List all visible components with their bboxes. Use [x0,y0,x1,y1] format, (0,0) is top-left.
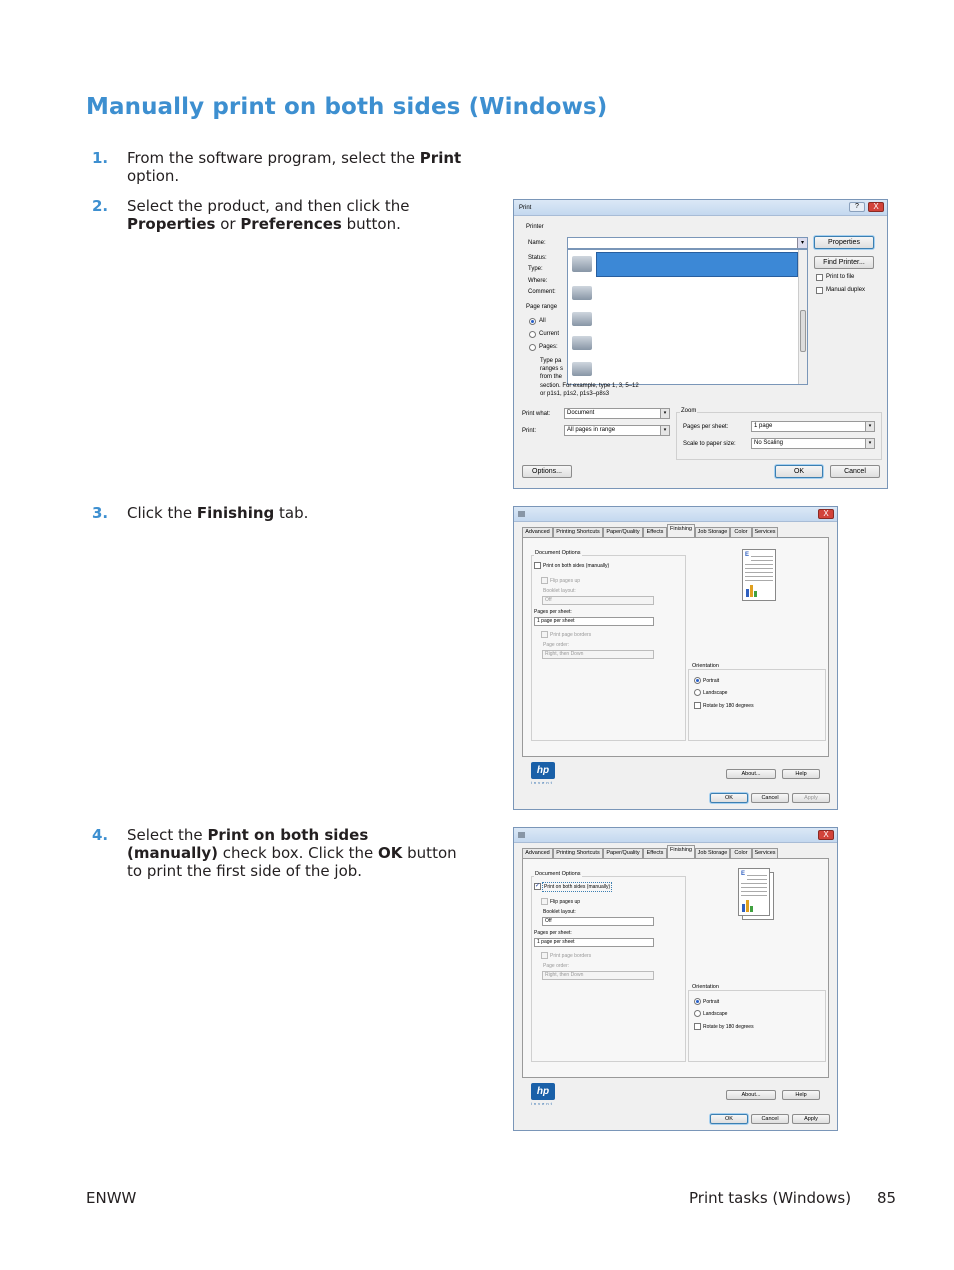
print-dialog [513,199,888,489]
pages-per-sheet-value: 1 page per sheet [537,939,575,945]
portrait-label: Portrait [703,999,720,1005]
booklet-layout-label: Booklet layout: [543,909,576,915]
hp-logo: hp [531,762,555,779]
step-bold: Preferences [240,215,342,233]
both-sides-checkbox[interactable] [534,562,541,569]
page-range-hint: or p1s1, p1s2, p1s3–p8s3 [540,391,610,397]
apply-button[interactable]: Apply [792,1114,830,1124]
print-what-label: Print what: [522,411,551,417]
step-text [127,826,457,880]
current-radio[interactable] [529,331,536,338]
step-bold: Print [419,149,462,167]
rotate-checkbox[interactable] [694,1023,701,1030]
step-text [127,504,467,522]
help-button[interactable]: Help [782,769,820,779]
print-what-value: Document [567,410,595,416]
page-borders-label: Print page borders [550,953,592,959]
all-radio[interactable] [529,318,536,325]
preview-line [751,560,773,561]
preview-bar [750,906,753,912]
hp-invent-text: invent [531,780,554,785]
printer-icon [572,362,592,376]
step-bold: OK [378,844,403,862]
page-number: 85 [877,1189,897,1207]
page-order-value: Right, then Down [545,651,584,657]
chevron-down-icon[interactable]: ▾ [660,426,669,435]
booklet-layout-select[interactable] [542,917,654,926]
pages-radio[interactable] [529,344,536,351]
tab-finishing[interactable]: Finishing [667,845,695,858]
pages-per-sheet-select[interactable] [534,617,654,626]
pages-per-sheet-label: Pages per sheet: [683,424,729,430]
step-text-part: or [215,215,241,233]
ok-button[interactable]: OK [775,465,823,478]
print-to-file-label: Print to file [826,274,855,280]
orientation-label: Orientation [692,984,719,990]
title-bar [514,828,837,843]
printer-list-selected-item[interactable] [596,252,798,277]
close-button[interactable]: X [818,509,834,519]
step-text [127,149,467,185]
page-borders-checkbox[interactable] [541,631,548,638]
about-button[interactable]: About... [726,1090,776,1100]
page-preview [742,549,776,601]
close-button[interactable]: X [818,830,834,840]
step-text [127,197,467,233]
both-sides-label: Print on both sides (manually) [544,884,611,890]
step-text-part: button. [341,215,401,233]
document-options-label: Document Options [535,550,581,556]
preview-line [745,572,773,573]
preview-bar [750,585,753,597]
both-sides-checkbox[interactable]: ✓ [535,883,541,889]
preview-letter: E [745,552,750,558]
options-button[interactable]: Options... [522,465,572,478]
tab-job-storage[interactable]: Job Storage [695,848,730,858]
page-order-label: Page order: [543,963,570,969]
all-label: All [539,318,546,324]
chevron-down-icon[interactable]: ▾ [660,409,669,418]
preview-line [751,556,773,557]
flip-pages-label: Flip pages up [550,578,581,584]
portrait-label: Portrait [703,678,720,684]
booklet-layout-value: Off [545,597,552,603]
page-borders-checkbox[interactable] [541,952,548,959]
preview-bar [754,591,757,597]
tab-color[interactable]: Color [730,527,752,537]
tab-printing-shortcuts[interactable]: Printing Shortcuts [553,527,603,537]
tab-advanced[interactable]: Advanced [522,527,553,537]
preview-line [741,887,767,888]
name-label: Name: [528,240,546,246]
chevron-down-icon[interactable]: ▾ [797,238,807,248]
ok-button[interactable]: OK [710,1114,748,1124]
tab-services[interactable]: Services [752,527,778,537]
printer-list[interactable] [567,249,808,385]
tab-advanced[interactable]: Advanced [522,848,553,858]
zoom-group [676,412,882,460]
page-order-select[interactable] [542,650,654,659]
printer-icon [572,336,592,350]
preview-line [741,883,767,884]
help-button[interactable]: ? [849,202,865,212]
step-text-part: option. [127,167,180,185]
apply-button[interactable]: Apply [792,793,830,803]
page-borders-label: Print page borders [550,632,592,638]
chevron-down-icon[interactable]: ▾ [865,422,874,431]
current-label: Current [539,331,560,337]
printer-group-label: Printer [526,224,544,230]
cancel-button[interactable]: Cancel [830,465,880,478]
manual-duplex-label: Manual duplex [826,287,866,293]
step-number: 3. [92,504,109,522]
flip-pages-checkbox[interactable] [541,577,548,584]
footer-left: ENWW [86,1189,137,1207]
preview-line [741,891,767,892]
printer-icon [572,286,592,300]
print-what-select[interactable] [564,408,670,419]
preview-line [745,568,773,569]
scale-select[interactable] [751,438,875,449]
step-bold: Properties [127,215,216,233]
pages-per-sheet-select[interactable] [751,421,875,432]
dialog-title: Print [519,205,532,211]
portrait-radio[interactable] [694,998,701,1005]
step-text-part: tab. [274,504,309,522]
pages-per-sheet-value: 1 page [754,423,773,429]
printer-icon [518,832,525,838]
landscape-label: Landscape [703,1011,728,1017]
close-button[interactable]: X [868,202,884,212]
both-sides-label: Print on both sides (manually) [543,563,610,569]
print-label: Print: [522,428,537,434]
step-bold: Print on both sides (manually) [127,826,369,862]
page-order-select[interactable] [542,971,654,980]
step-number: 2. [92,197,109,215]
pages-label: Pages: [539,344,558,350]
tab-job-storage[interactable]: Job Storage [695,527,730,537]
preview-line [741,895,767,896]
print-to-file-checkbox[interactable] [816,274,823,281]
page-range-hint: Type pa [540,358,562,364]
step-text-part: Click the [127,504,197,522]
cancel-button[interactable]: Cancel [751,793,789,803]
tab-printing-shortcuts[interactable]: Printing Shortcuts [553,848,603,858]
tab-services[interactable]: Services [752,848,778,858]
tab-finishing[interactable]: Finishing [667,524,695,537]
step-number: 4. [92,826,109,844]
rotate-label: Rotate by 180 degrees [703,703,754,709]
step-bold: Finishing [196,504,275,522]
scrollbar-thumb[interactable] [800,310,806,352]
preview-line [747,875,767,876]
tab-effects[interactable]: Effects [643,848,667,858]
cancel-button[interactable]: Cancel [751,1114,789,1124]
manual-duplex-checkbox[interactable] [816,287,823,294]
printer-icon [518,511,525,517]
properties-dialog-finishing [513,506,838,810]
about-button[interactable]: About... [726,769,776,779]
printer-icon [572,312,592,326]
page-range-hint: from the [540,374,563,380]
pages-per-sheet-label: Pages per sheet: [534,930,572,936]
page-range-hint: section. For example, type 1, 3, 5–12 [540,383,639,389]
step-text-part: check box. Click the [218,844,379,862]
tab-color[interactable]: Color [730,848,752,858]
printer-name-dropdown[interactable] [567,237,808,249]
flip-pages-checkbox[interactable] [541,898,548,905]
step-number: 1. [92,149,109,167]
booklet-layout-select[interactable] [542,596,654,605]
orientation-label: Orientation [692,663,719,669]
preview-line [745,564,773,565]
flip-pages-label: Flip pages up [550,899,581,905]
hp-invent-text: invent [531,1101,554,1106]
preview-line [747,879,767,880]
tab-paper-quality[interactable]: Paper/Quality [603,848,643,858]
booklet-layout-label: Booklet layout: [543,588,576,594]
booklet-layout-value: Off [545,918,552,924]
status-label: Status: [528,255,547,261]
preview-line [745,580,773,581]
ok-button[interactable]: OK [710,793,748,803]
comment-label: Comment: [528,289,556,295]
chevron-down-icon[interactable]: ▾ [865,439,874,448]
pages-per-sheet-select[interactable] [534,938,654,947]
step-text-part: Select the [127,826,208,844]
find-printer-button[interactable]: Find Printer... [814,256,874,269]
where-label: Where: [528,278,548,284]
preview-line [745,576,773,577]
help-button[interactable]: Help [782,1090,820,1100]
step-text-part: Select the product, and then click the [127,197,410,215]
footer-section: Print tasks (Windows) [689,1189,852,1207]
rotate-label: Rotate by 180 degrees [703,1024,754,1030]
page-order-label: Page order: [543,642,570,648]
page-range-label: Page range [526,304,558,310]
portrait-radio[interactable] [694,677,701,684]
preview-bar [746,589,749,597]
step-text-part: From the software program, select the [127,149,420,167]
preview-bar [746,900,749,912]
title-bar [514,200,887,216]
scrollbar[interactable] [798,250,807,384]
step-text-part: button to print the first side of the job. [127,844,457,880]
printer-icon [572,256,592,272]
title-bar [514,507,837,522]
print-select[interactable] [564,425,670,436]
pages-per-sheet-label: Pages per sheet: [534,609,572,615]
page-preview [738,868,770,916]
pages-per-sheet-value: 1 page per sheet [537,618,575,624]
tab-effects[interactable]: Effects [643,527,667,537]
page-range-hint: ranges s [540,366,564,372]
type-label: Type: [528,266,543,272]
preview-letter: E [741,871,746,877]
landscape-radio[interactable] [694,1010,701,1017]
properties-button[interactable]: Properties [814,236,874,249]
properties-dialog-manual-duplex [513,827,838,1131]
landscape-radio[interactable] [694,689,701,696]
tab-paper-quality[interactable]: Paper/Quality [603,527,643,537]
scale-label: Scale to paper size: [683,441,736,447]
page-title: Manually print on both sides (Windows) [86,94,608,120]
landscape-label: Landscape [703,690,728,696]
rotate-checkbox[interactable] [694,702,701,709]
document-options-label: Document Options [535,871,581,877]
zoom-label: Zoom [681,408,697,414]
scale-value: No Scaling [754,440,784,446]
page-order-value: Right, then Down [545,972,584,978]
hp-logo: hp [531,1083,555,1100]
preview-bar [742,904,745,912]
print-value: All pages in range [567,427,616,433]
